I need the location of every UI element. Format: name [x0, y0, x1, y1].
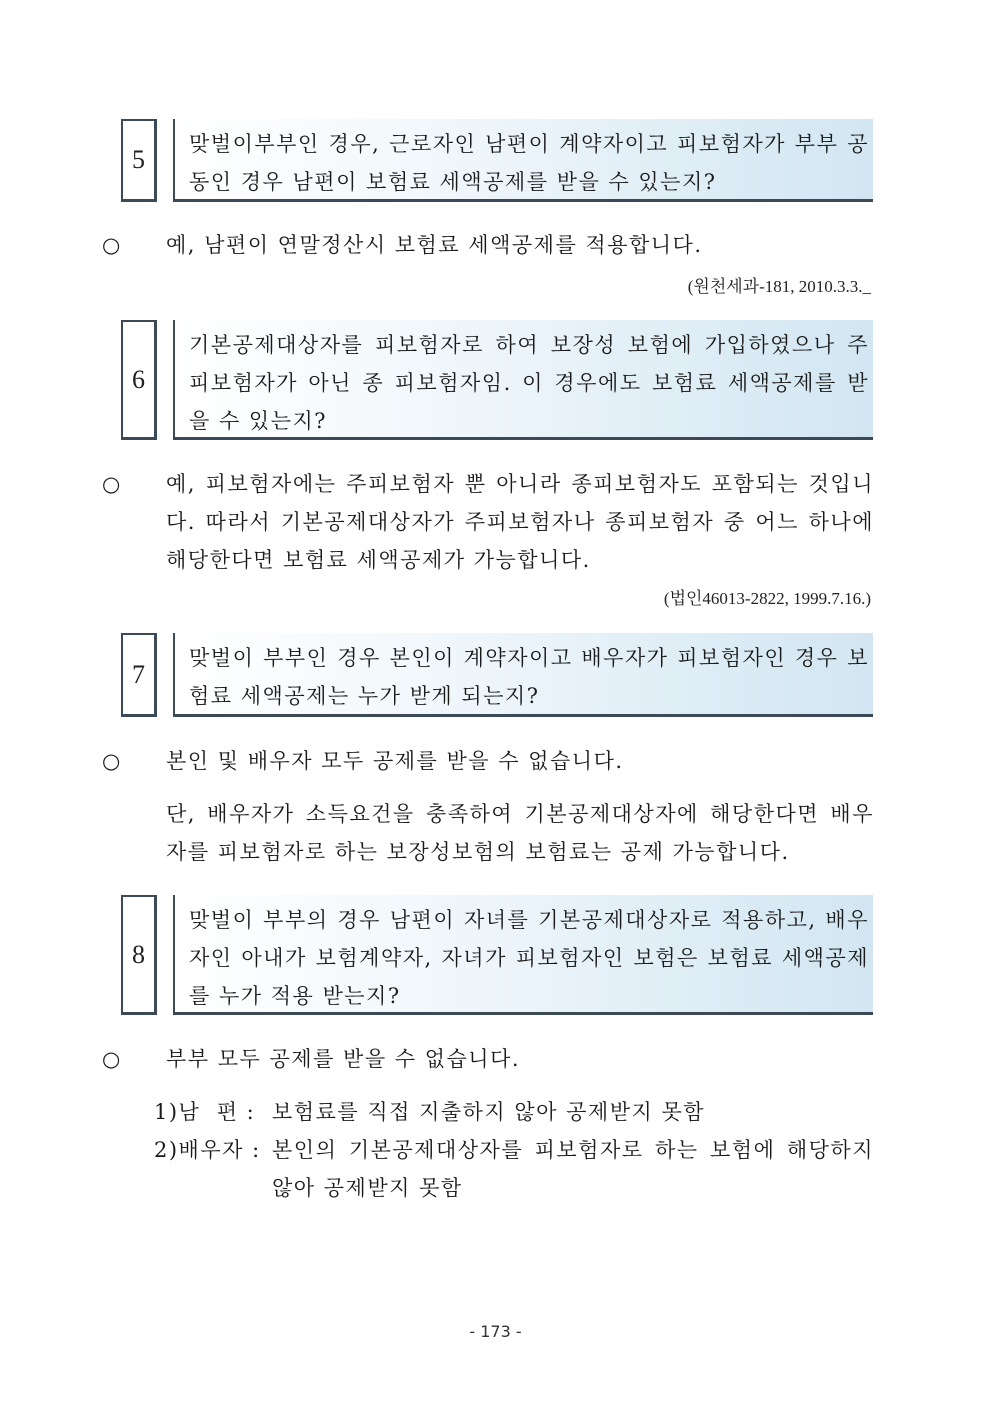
- bullet-icon: ○: [102, 749, 122, 773]
- bullet-icon: ○: [102, 1047, 122, 1071]
- question-text: 맞벌이 부부인 경우 본인이 계약자이고 배우자가 피보험자인 경우 보험료 세액공제는 누가 받게 되는지?: [173, 633, 873, 717]
- page-number: - 173 -: [469, 1322, 522, 1341]
- list-item: [154, 1093, 874, 1131]
- list-item: [154, 1131, 874, 1207]
- question-block-5: [121, 119, 873, 202]
- citation-5: (원천세과-181, 2010.3.3._: [687, 277, 871, 296]
- answer-text: 부부 모두 공제를 받을 수 없습니다.: [166, 1047, 521, 1071]
- list-item-text: 보험료를 직접 지출하지 않아 공제받지 못함: [272, 1100, 706, 1124]
- bullet-icon: ○: [102, 472, 122, 496]
- answer-5: [102, 226, 874, 264]
- question-block-6: [121, 320, 873, 440]
- question-text: 맞벌이 부부의 경우 남편이 자녀를 기본공제대상자로 적용하고, 배우자인 아내가 보험계약자, 자녀가 피보험자인 보험은 보험료 세액공제를 누가 적용 받는지?: [173, 895, 873, 1015]
- answer-text: 본인 및 배우자 모두 공제를 받을 수 없습니다.: [166, 749, 624, 773]
- answer-text: 예, 피보험자에는 주피보험자 뿐 아니라 종피보험자도 포함되는 것입니다. 따라서 기본공제대상자가 주피보험자나 종피보험자 중 어느 하나에 해당한다면 보험료 세액공제가 가능합니다.: [166, 472, 874, 572]
- question-block-7: [121, 633, 873, 717]
- answer-text: 예, 남편이 연말정산시 보험료 세액공제를 적용합니다.: [166, 233, 703, 257]
- answer-8-list: [154, 1093, 874, 1207]
- bullet-icon: ○: [102, 233, 122, 257]
- question-text: 기본공제대상자를 피보험자로 하여 보장성 보험에 가입하였으나 주 피보험자가 아닌 종 피보험자임. 이 경우에도 보험료 세액공제를 받을 수 있는지?: [173, 320, 873, 440]
- list-item-text: 본인의 기본공제대상자를 피보험자로 하는 보험에 해당하지 않아 공제받지 못함: [272, 1138, 874, 1200]
- answer-7: [102, 742, 874, 780]
- answer-8: [102, 1040, 874, 1078]
- list-item-label: 1)남 편 :: [154, 1100, 256, 1124]
- citation-6: (법인46013-2822, 1999.7.16.): [663, 589, 871, 608]
- answer-6: [102, 465, 874, 579]
- list-item-label: 2)배우자 :: [154, 1138, 261, 1162]
- question-number: 7: [121, 633, 157, 717]
- question-number: 5: [121, 119, 157, 202]
- question-number: 8: [121, 895, 157, 1015]
- question-number: 6: [121, 320, 157, 440]
- question-text: 맞벌이부부인 경우, 근로자인 남편이 계약자이고 피보험자가 부부 공동인 경우 남편이 보험료 세액공제를 받을 수 있는지?: [173, 119, 873, 202]
- answer-7-note: 단, 배우자가 소득요건을 충족하여 기본공제대상자에 해당한다면 배우자를 피보험자로 하는 보장성보험의 보험료는 공제 가능합니다.: [166, 802, 874, 864]
- question-block-8: [121, 895, 873, 1015]
